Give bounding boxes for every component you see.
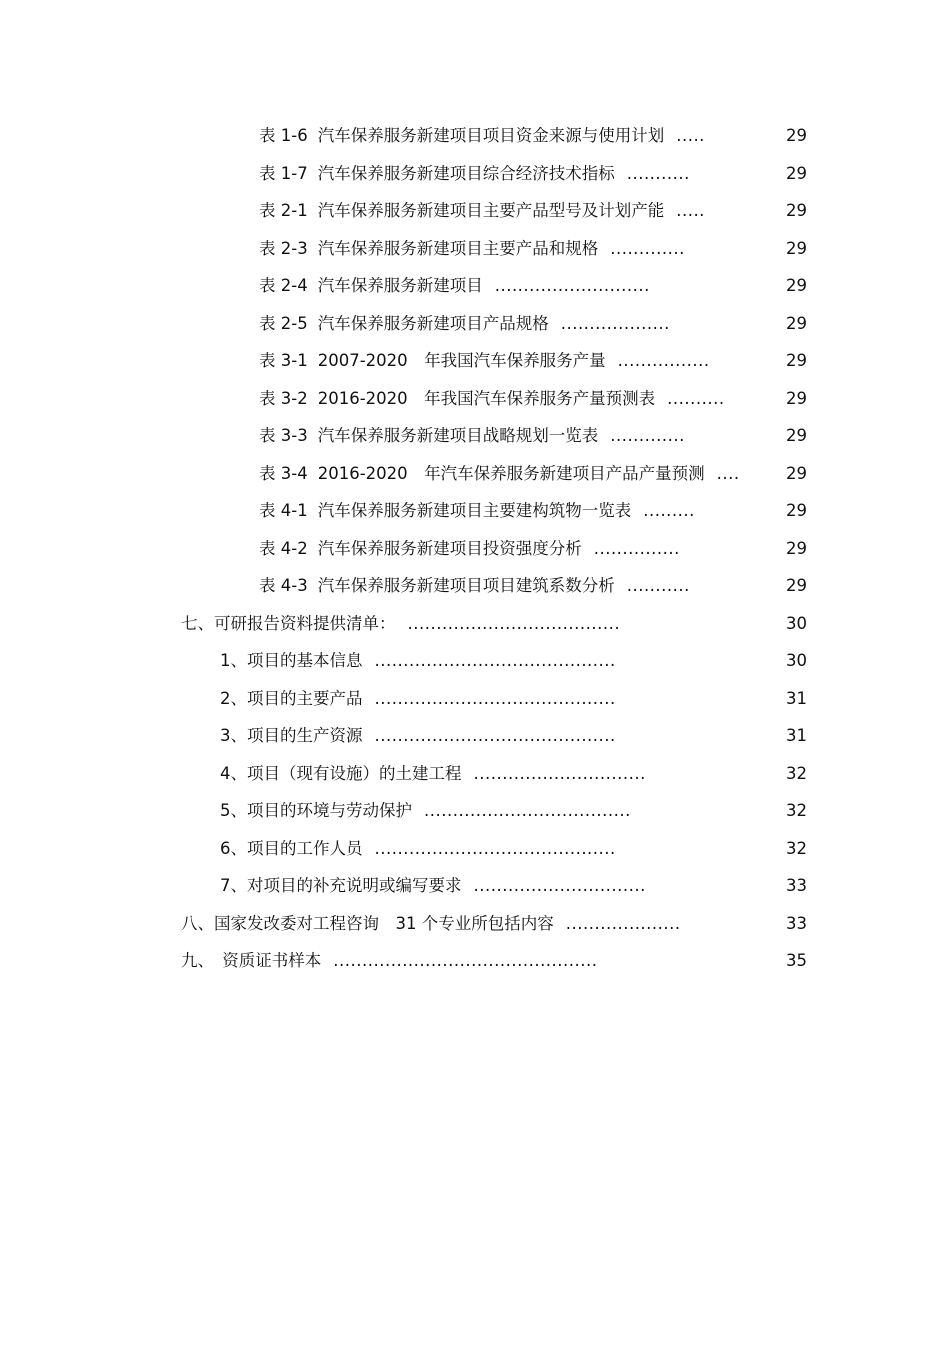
toc-entry[interactable] bbox=[0, 567, 950, 605]
toc-entry-text bbox=[220, 717, 616, 755]
toc-leader-dots: ........................... bbox=[494, 276, 650, 295]
toc-entry[interactable] bbox=[0, 755, 950, 793]
toc-entry[interactable] bbox=[0, 605, 950, 643]
toc-page-number: 29 bbox=[786, 538, 807, 558]
toc-entry[interactable] bbox=[0, 305, 950, 343]
toc-leader-dots: ............. bbox=[610, 426, 685, 445]
toc-entry[interactable] bbox=[0, 530, 950, 568]
toc-page-number: 29 bbox=[786, 238, 807, 258]
toc-entry-number: 表 1-6 bbox=[259, 126, 308, 145]
toc-leader-dots: ......... bbox=[643, 501, 695, 520]
toc-entry[interactable] bbox=[0, 267, 950, 305]
toc-page-number: 31 bbox=[786, 688, 807, 708]
toc-entry-title: 1、项目的基本信息 bbox=[220, 651, 363, 670]
toc-entry-text bbox=[259, 567, 690, 605]
toc-entry[interactable] bbox=[0, 230, 950, 268]
toc-entry-text bbox=[259, 267, 650, 305]
toc-leader-dots: .............................................. bbox=[333, 951, 598, 970]
toc-entry[interactable] bbox=[0, 642, 950, 680]
toc-entry-title: 汽车保养服务新建项目项目资金来源与使用计划 bbox=[317, 126, 665, 145]
toc-leader-dots: ............. bbox=[610, 238, 685, 258]
toc-entry[interactable] bbox=[0, 455, 950, 493]
toc-entry-number: 表 1-7 bbox=[259, 163, 308, 183]
toc-page-number: 29 bbox=[786, 576, 807, 595]
toc-entry-title: 八、国家发改委对工程咨询 31 个专业所包括内容 bbox=[181, 913, 554, 933]
toc-entry-title: 4、项目（现有设施）的土建工程 bbox=[220, 763, 462, 783]
toc-entry-title: 3、项目的生产资源 bbox=[220, 726, 363, 745]
toc-page-number: 33 bbox=[786, 876, 807, 895]
toc-entry[interactable] bbox=[0, 680, 950, 718]
toc-leader-dots: ..... bbox=[676, 201, 705, 220]
toc-entry-text bbox=[259, 155, 690, 193]
toc-entry-number: 表 2-1 bbox=[259, 201, 308, 220]
toc-leader-dots: .......................................... bbox=[374, 688, 616, 708]
toc-entry-number: 表 2-4 bbox=[259, 276, 308, 295]
toc-entry-text bbox=[259, 417, 685, 455]
toc-page-number: 32 bbox=[786, 801, 807, 820]
toc-entry-title: 汽车保养服务新建项目综合经济技术指标 bbox=[317, 163, 615, 183]
toc-entry-text bbox=[220, 867, 646, 905]
toc-entry-title: 汽车保养服务新建项目产品规格 bbox=[317, 313, 549, 333]
toc-leader-dots: .................................... bbox=[424, 801, 631, 820]
toc-entry-title: 6、项目的工作人员 bbox=[220, 838, 363, 858]
toc-page-number: 29 bbox=[786, 276, 807, 295]
toc-entry-title: 汽车保养服务新建项目战略规划一览表 bbox=[317, 426, 599, 445]
toc-entry[interactable] bbox=[0, 117, 950, 155]
toc-entry[interactable] bbox=[0, 867, 950, 905]
toc-entry-title: 汽车保养服务新建项目项目建筑系数分析 bbox=[317, 576, 615, 595]
toc-entry-title: 5、项目的环境与劳动保护 bbox=[220, 801, 412, 820]
toc-page-number: 31 bbox=[786, 726, 807, 745]
toc-page-number: 29 bbox=[786, 501, 807, 520]
toc-page-number: 29 bbox=[786, 426, 807, 445]
toc-entry-text bbox=[220, 755, 646, 793]
toc-entry-number: 表 3-4 bbox=[259, 463, 308, 483]
toc-entry-number: 表 4-3 bbox=[259, 576, 308, 595]
toc-entry-title: 2016-2020 年我国汽车保养服务产量预测表 bbox=[317, 388, 656, 408]
toc-page-number: 29 bbox=[786, 163, 807, 183]
toc-entry-text bbox=[220, 680, 616, 718]
toc-leader-dots: ........... bbox=[626, 163, 690, 183]
toc-leader-dots: .................... bbox=[565, 913, 681, 933]
toc-leader-dots: ............... bbox=[593, 538, 680, 558]
toc-page-number: 32 bbox=[786, 838, 807, 858]
toc-entry-title: 九、 资质证书样本 bbox=[181, 951, 322, 970]
toc-entry-text bbox=[181, 942, 598, 980]
toc-page-number: 29 bbox=[786, 463, 807, 483]
toc-page-number: 29 bbox=[786, 313, 807, 333]
toc-entry[interactable] bbox=[0, 830, 950, 868]
toc-entry[interactable] bbox=[0, 155, 950, 193]
toc-leader-dots: ........... bbox=[626, 576, 690, 595]
toc-leader-dots: .......... bbox=[667, 388, 725, 408]
toc-entry-text bbox=[259, 380, 725, 418]
toc-entry[interactable] bbox=[0, 792, 950, 830]
toc-page-number: 30 bbox=[786, 613, 807, 633]
toc-page-number: 29 bbox=[786, 351, 807, 370]
toc-page-number: 32 bbox=[786, 763, 807, 783]
toc-entry-title: 7、对项目的补充说明或编写要求 bbox=[220, 876, 462, 895]
toc-entry[interactable] bbox=[0, 942, 950, 980]
toc-entry-text bbox=[259, 342, 710, 380]
toc-entry-title: 2、项目的主要产品 bbox=[220, 688, 363, 708]
toc-entry-number: 表 4-2 bbox=[259, 538, 308, 558]
toc-entry-title: 汽车保养服务新建项目主要产品和规格 bbox=[317, 238, 599, 258]
toc-page-number: 29 bbox=[786, 388, 807, 408]
toc-entry-text bbox=[220, 830, 616, 868]
toc-entry-number: 表 4-1 bbox=[259, 501, 308, 520]
toc-leader-dots: .... bbox=[716, 463, 740, 483]
toc-entry-number: 表 3-1 bbox=[259, 351, 308, 370]
toc-leader-dots: ..... bbox=[676, 126, 705, 145]
toc-entry-title: 七、可研报告资料提供清单： bbox=[181, 613, 396, 633]
toc-entry[interactable] bbox=[0, 905, 950, 943]
toc-entry-title: 汽车保养服务新建项目投资强度分析 bbox=[317, 538, 582, 558]
toc-entry[interactable] bbox=[0, 417, 950, 455]
toc-entry-text bbox=[259, 192, 705, 230]
toc-entry[interactable] bbox=[0, 380, 950, 418]
table-of-contents bbox=[0, 117, 950, 980]
toc-entry-text bbox=[259, 492, 695, 530]
toc-entry-text bbox=[259, 230, 685, 268]
toc-page-number: 29 bbox=[786, 201, 807, 220]
toc-entry-text bbox=[220, 642, 616, 680]
toc-entry-title: 汽车保养服务新建项目主要产品型号及计划产能 bbox=[317, 201, 665, 220]
toc-entry[interactable] bbox=[0, 192, 950, 230]
toc-entry-text bbox=[259, 455, 740, 493]
toc-entry-text bbox=[220, 792, 631, 830]
toc-entry[interactable] bbox=[0, 492, 950, 530]
toc-leader-dots: .......................................... bbox=[374, 651, 616, 670]
toc-leader-dots: .......................................... bbox=[374, 838, 616, 858]
toc-entry-number: 表 3-3 bbox=[259, 426, 308, 445]
toc-page-number: 30 bbox=[786, 651, 807, 670]
toc-leader-dots: ................ bbox=[617, 351, 710, 370]
toc-entry-number: 表 3-2 bbox=[259, 388, 308, 408]
toc-leader-dots: ..................................... bbox=[407, 613, 621, 633]
toc-leader-dots: .......................................... bbox=[374, 726, 616, 745]
toc-entry[interactable] bbox=[0, 342, 950, 380]
toc-entry-text bbox=[181, 905, 681, 943]
toc-entry-text bbox=[259, 305, 670, 343]
toc-entry-title: 2007-2020 年我国汽车保养服务产量 bbox=[317, 351, 606, 370]
toc-entry-number: 表 2-5 bbox=[259, 313, 308, 333]
toc-entry-number: 表 2-3 bbox=[259, 238, 308, 258]
toc-entry-title: 汽车保养服务新建项目主要建构筑物一览表 bbox=[317, 501, 632, 520]
toc-entry-text bbox=[181, 605, 620, 643]
toc-entry[interactable] bbox=[0, 717, 950, 755]
toc-entry-title: 汽车保养服务新建项目 bbox=[317, 276, 483, 295]
toc-leader-dots: .............................. bbox=[473, 876, 646, 895]
toc-entry-text bbox=[259, 117, 705, 155]
toc-leader-dots: ................... bbox=[560, 313, 670, 333]
toc-page-number: 35 bbox=[786, 951, 807, 970]
toc-entry-title: 2016-2020 年汽车保养服务新建项目产品产量预测 bbox=[317, 463, 705, 483]
toc-page-number: 33 bbox=[786, 913, 807, 933]
toc-leader-dots: .............................. bbox=[473, 763, 646, 783]
toc-page-number: 29 bbox=[786, 126, 807, 145]
toc-entry-text bbox=[259, 530, 680, 568]
